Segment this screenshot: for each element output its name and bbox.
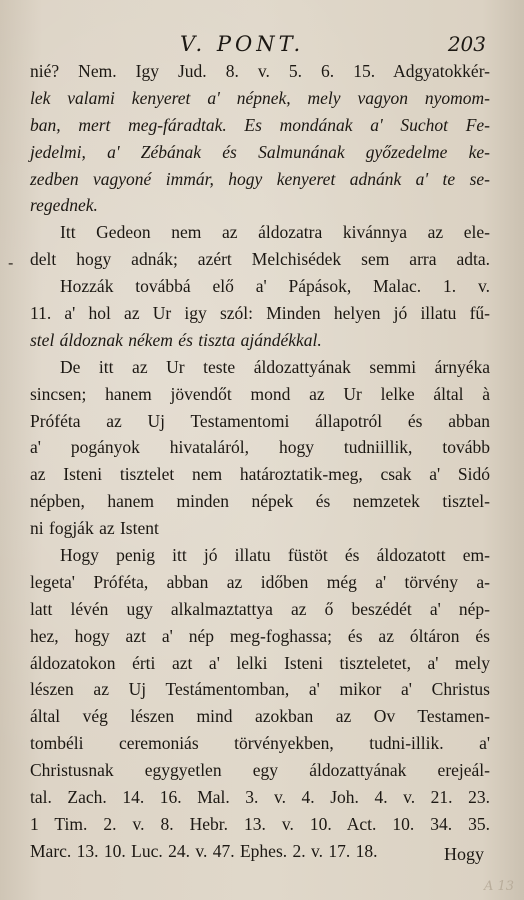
catchword: Hogy [444, 844, 484, 864]
text-line: Hogy penig itt jó illatu füstöt és áldozatott em- [60, 545, 490, 566]
text-line: nié? Nem. Igy Jud. 8. v. 5. 6. 15. Adgyatokkér- [30, 61, 490, 81]
text-line: az Isteni tisztelet nem határoztatik-meg, csak a' Sidó [30, 464, 490, 485]
text-line: tombéli ceremoniás törvényekben, tudni-illik. a' [30, 733, 490, 754]
edge-mark: A 13 [483, 879, 514, 894]
text-line: ban, mert meg-fáradtak. Es mondának a' Suchot Fe- [30, 114, 490, 135]
text-line: Próféta az Uj Testamentomi állapotról és abban [30, 410, 490, 431]
running-head: V. PONT. [180, 32, 305, 56]
text-line: sincsen; hanem jövendőt mond az Ur lelke által à [30, 383, 490, 404]
text-line: Christusnak egygyetlen egy áldozattyának erejeál- [30, 760, 490, 781]
text-line: Itt Gedeon nem az áldozatra kivánnya az ele- [60, 222, 490, 243]
text-line: regednek. [30, 195, 98, 216]
text-line: De itt az Ur teste áldozattyának semmi árnyéka [60, 356, 490, 377]
text-line: ni fogják az Istent [30, 518, 159, 539]
page-number: 203 [447, 32, 486, 56]
text-line: népben, hanem minden népek és nemzetek tisztel- [30, 491, 490, 512]
body-text [30, 58, 490, 865]
text-line: lek valami kenyeret a' népnek, mely vagyon nyomom- [30, 87, 490, 108]
text-line: lészen az Uj Testámentomban, a' mikor a' Christus [30, 679, 490, 700]
text-line: stel áldoznak nékem és tiszta ajándékkal. [30, 329, 322, 350]
text-line: áldozatokon érti azt a' lelki Isteni tiszteletet, a' mely [30, 652, 490, 673]
text-line: a' pogányok hivataláról, hogy tudniillik, tovább [30, 437, 490, 458]
text-line: legeta' Próféta, abban az időben még a' törvény a- [30, 571, 490, 592]
text-line: latt lévén ugy alkalmaztattya az ő beszédét a' nép- [30, 598, 490, 619]
text-line: által vég lészen mind azokban az Ov Testamen- [30, 706, 490, 727]
text-line: hez, hogy azt a' nép meg-foghassa; és az óltáron és [30, 625, 490, 646]
text-line: zedben vagyoné immár, hogy kenyeret adnánk a' te se- [30, 168, 490, 189]
text-line: jedelmi, a' Zébának és Salmunának győzedelme ke- [30, 141, 490, 162]
text-line: 11. a' hol az Ur igy szól: Minden helyen jó illatu fű- [30, 303, 490, 324]
text-line: tal. Zach. 14. 16. Mal. 3. v. 4. Joh. 4. v. 21. 23. [30, 787, 490, 808]
page-header [0, 32, 524, 60]
margin-dash: - [8, 253, 14, 272]
text-line: delt hogy adnák; azért Melchisédek sem arra adta. [30, 249, 490, 270]
text-line: Marc. 13. 10. Luc. 24. v. 47. Ephes. 2. v. 17. 18. [30, 840, 378, 861]
text-line: 1 Tim. 2. v. 8. Hebr. 13. v. 10. Act. 10. 34. 35. [30, 813, 490, 834]
text-line: Hozzák továbbá elő a' Pápások, Malac. 1. v. [60, 276, 490, 297]
